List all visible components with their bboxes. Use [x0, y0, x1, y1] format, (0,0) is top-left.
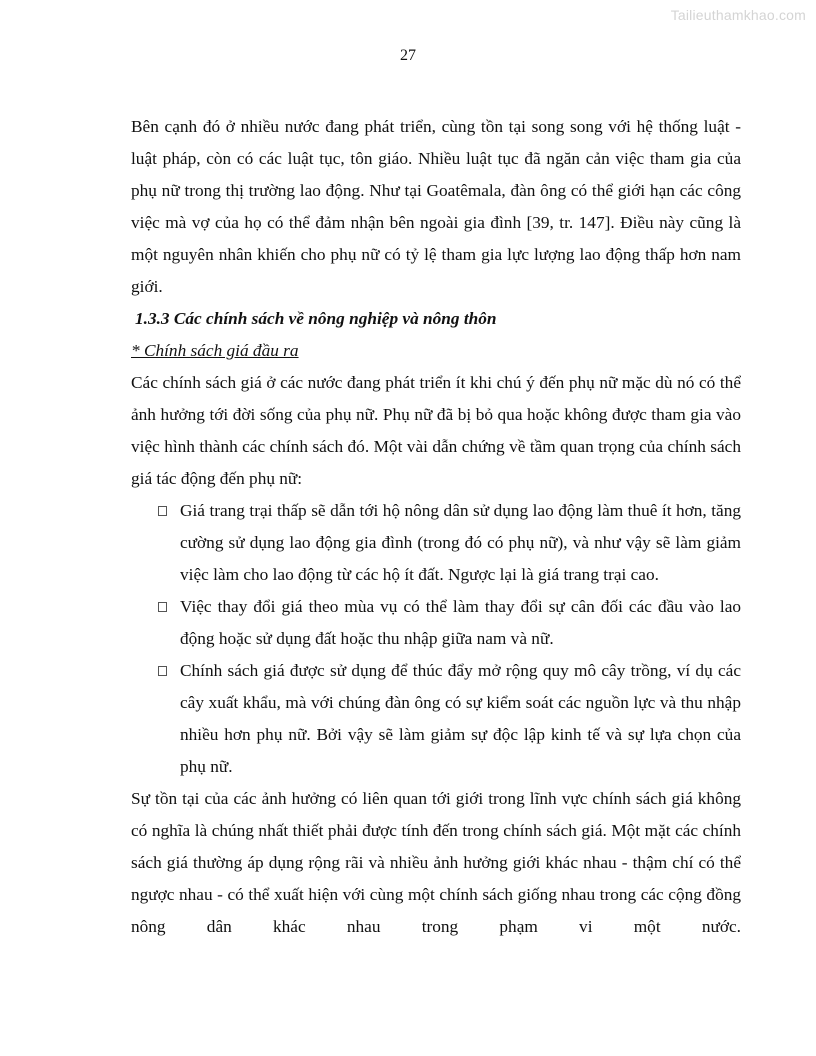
- list-item: [131, 591, 741, 655]
- page-number: 27: [400, 47, 416, 64]
- list-item-text: Giá trang trại thấp sẽ dẫn tới hộ nông dân sử dụng lao động làm thuê ít hơn, tăng cường sử dụng lao động gia đình (trong đó có phụ nữ), và như vậy sẽ làm giảm việc làm cho lao động từ các hộ ít đất. Ngược lại là giá trang trại cao.: [180, 501, 741, 584]
- square-bullet-icon: [158, 666, 167, 676]
- list-item-text: Việc thay đổi giá theo mùa vụ có thể làm thay đổi sự cân đối các đầu vào lao động hoặc sử dụng đất hoặc thu nhập giữa nam và nữ.: [180, 597, 741, 648]
- square-bullet-icon: [158, 602, 167, 612]
- bullet-list: [131, 495, 741, 783]
- subsection-heading: * Chính sách giá đầu ra: [131, 341, 299, 360]
- list-item-text: Chính sách giá được sử dụng để thúc đẩy mở rộng quy mô cây trồng, ví dụ các cây xuất khẩu, mà với chúng đàn ông có sự kiểm soát các nguồn lực và thu nhập nhiều hơn phụ nữ. Bởi vậy sẽ làm giảm sự độc lập kinh tế và sự lựa chọn của phụ nữ.: [180, 661, 741, 776]
- page-body: [131, 111, 741, 943]
- square-bullet-icon: [158, 506, 167, 516]
- list-item: [131, 655, 741, 783]
- list-item: [131, 495, 741, 591]
- watermark: Tailieuthamkhao.com: [670, 7, 806, 23]
- paragraph-1: Bên cạnh đó ở nhiều nước đang phát triển, cùng tồn tại song song với hệ thống luật - luật pháp, còn có các luật tục, tôn giáo. Nhiều luật tục đã ngăn cản việc tham gia của phụ nữ trong thị trường lao động. Như tại Goatêmala, đàn ông có thể giới hạn các công việc mà vợ của họ có thể đảm nhận bên ngoài gia đình [39, tr. 147]. Điều này cũng là một nguyên nhân khiến cho phụ nữ có tỷ lệ tham gia lực lượng lao động thấp hơn nam giới.: [131, 117, 741, 296]
- paragraph-3: Sự tồn tại của các ảnh hưởng có liên quan tới giới trong lĩnh vực chính sách giá không có nghĩa là chúng nhất thiết phải được tính đến trong chính sách giá. Một mặt các chính sách giá thường áp dụng rộng rãi và nhiều ảnh hưởng giới khác nhau - thậm chí có thể ngược nhau - có thể xuất hiện với cùng một chính sách giống nhau trong các cộng đồng nông dân khác nhau trong phạm vi một nước.: [131, 789, 741, 936]
- paragraph-2: Các chính sách giá ở các nước đang phát triển ít khi chú ý đến phụ nữ mặc dù nó có thể ảnh hưởng tới đời sống của phụ nữ. Phụ nữ đã bị bỏ qua hoặc không được tham gia vào việc hình thành các chính sách đó. Một vài dẫn chứng về tầm quan trọng của chính sách giá tác động đến phụ nữ:: [131, 373, 741, 488]
- section-heading: 1.3.3 Các chính sách về nông nghiệp và nông thôn: [135, 309, 497, 328]
